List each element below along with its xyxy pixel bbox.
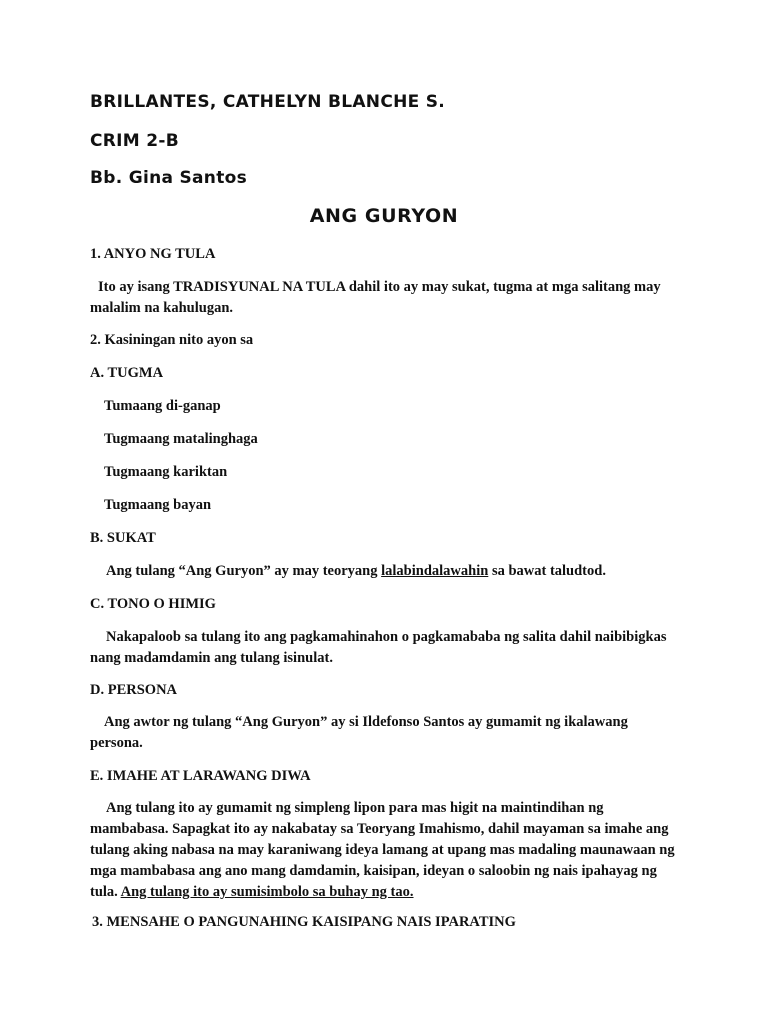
section-3-heading: 3. MENSAHE O PANGUNAHING KAISIPANG NAIS IPARATING (92, 914, 516, 930)
section-1-paragraph: Ito ay isang TRADISYUNAL NA TULA dahil ito ay may sukat, tugma at mga salitang may malalim na kahulugan. (90, 279, 661, 316)
imahe-heading: E. IMAHE AT LARAWANG DIWA (90, 768, 311, 784)
tugma-heading: A. TUGMA (90, 365, 164, 381)
tugma-item-2: Tugmaang matalinghaga (104, 431, 258, 447)
section-1-heading: 1. ANYO NG TULA (90, 246, 216, 262)
teacher-name: Bb. Gina Santos (90, 168, 248, 188)
sukat-text-pre: Ang tulang “Ang Guryon” ay may teoryang (106, 563, 382, 579)
sukat-text-post: sa bawat taludtod. (488, 563, 606, 579)
imahe-paragraph (90, 798, 680, 903)
sukat-heading: B. SUKAT (90, 530, 156, 546)
sukat-underlined-term: lalabindalawahin (381, 563, 489, 579)
tugma-item-1: Tumaang di-ganap (104, 398, 221, 414)
imahe-text: Ang tulang ito ay gumamit ng simpleng lipon para mas higit na maintindihan ng mambabasa. Sapagkat ito ay nakabatay sa Teoryang Imahismo, dahil mayaman sa imahe ang tulang aking nabasa na may karaniwang ideya lamang at upang mas madaling maunawaan ng mga mambabasa ang ano mang damdamin, kaisipan, ideyan o saloobin ng nais ipahayag ng tula. (90, 800, 675, 900)
persona-paragraph: Ang awtor ng tulang “Ang Guryon” ay si Ildefonso Santos ay gumamit ng ikalawang persona. (90, 714, 628, 751)
tono-paragraph: Nakapaloob sa tulang ito ang pagkamahinahon o pagkamababa ng salita dahil naibibigkas nang madamdamin ang tulang isinulat. (90, 629, 667, 666)
document-title: ANG GURYON (309, 205, 459, 227)
tugma-item-3: Tugmaang kariktan (104, 464, 228, 480)
student-name: BRILLANTES, CATHELYN BLANCHE S. (90, 92, 446, 112)
tono-heading: C. TONO O HIMIG (90, 596, 216, 612)
tugma-item-4: Tugmaang bayan (104, 497, 212, 513)
persona-heading: D. PERSONA (90, 682, 178, 698)
section-2-heading: 2. Kasiningan nito ayon sa (90, 332, 254, 348)
class-section: CRIM 2-B (90, 131, 179, 151)
sukat-paragraph (106, 561, 606, 582)
imahe-underlined-text: Ang tulang ito ay sumisimbolo sa buhay ng tao. (120, 884, 414, 900)
